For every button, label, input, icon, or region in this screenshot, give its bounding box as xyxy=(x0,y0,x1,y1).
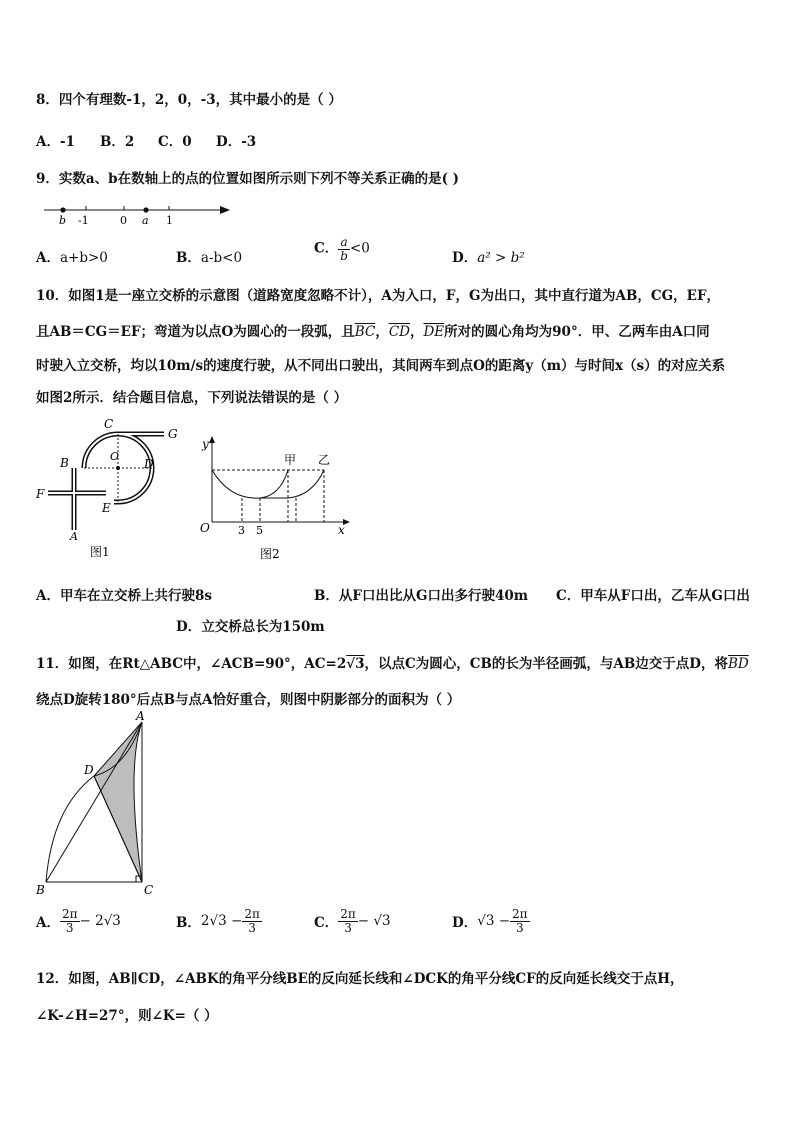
q10-line-1: 10．如图1是一座立交桥的示意图（道路宽度忽略不计），A为入口，F，G为出口，其中直行道为AB，CG，EF， xyxy=(36,288,721,304)
q10-line-3: 时驶入立交桥，均以10m/s的速度行驶，从不同出口驶出，其间两车到点O的距离y（m）与时间x（s）的对应关系 xyxy=(36,358,726,374)
label-1: 1 xyxy=(166,214,173,227)
q11-option-b: B．2√3 − $\frac{2\pi}{3}$ xyxy=(176,907,260,935)
q9-number-line xyxy=(40,196,240,228)
label-minus-1: -1 xyxy=(78,214,89,227)
label-o: O xyxy=(110,450,120,463)
label-origin: O xyxy=(200,521,210,535)
q10-option-a: A．甲车在立交桥上共行驶8s xyxy=(36,588,212,604)
q10-figure-1 xyxy=(34,414,194,564)
label-d: D xyxy=(84,763,94,777)
q8-option-c: C．0 xyxy=(158,134,192,150)
label-g: G xyxy=(168,427,178,441)
shaded-region xyxy=(94,722,142,882)
arc-bd xyxy=(46,776,94,882)
point-a xyxy=(143,207,148,212)
label-jia: 甲 xyxy=(284,453,297,467)
q9-option-c: C． $\frac{a}{b}$ <0 xyxy=(314,235,370,263)
q11-line-1: 11．如图，在Rt△ABC中，∠ACB=90°，AC=2√3，以点C为圆心，CB的长为半径画弧，与AB边交于点D，将$\overline{BD}$ xyxy=(36,656,749,672)
label-c: C xyxy=(144,883,154,897)
point-o xyxy=(116,466,120,470)
q10-option-c: C．甲车从F口出，乙车从G口出 xyxy=(556,588,750,604)
label-a: A xyxy=(136,709,145,723)
q9-option-d: D．a² > b² xyxy=(452,250,525,266)
q10-option-b: B．从F口出比从G口出多行驶40m xyxy=(314,588,529,604)
q11-option-d: D．√3 − $\frac{2\pi}{3}$ xyxy=(452,907,528,935)
q8-option-b: B．2 xyxy=(100,134,135,150)
q11-figure xyxy=(32,708,162,898)
q8-stem: 8．四个有理数-1，2，0，-3，其中最小的是（ ） xyxy=(36,92,342,108)
number-line-arrow xyxy=(220,206,230,214)
y-axis-arrow xyxy=(209,436,215,443)
label-b: B xyxy=(36,883,45,897)
label-3: 3 xyxy=(238,524,245,537)
label-y: y xyxy=(202,437,209,451)
label-e: E xyxy=(102,501,111,515)
q11-option-a: A． $\frac{2\pi}{3}$ − 2√3 xyxy=(36,907,121,935)
q8-option-a: A．-1 xyxy=(36,134,75,150)
time-guides xyxy=(242,470,324,522)
q9-option-b: B．a-b<0 xyxy=(176,250,243,266)
fig2-caption: 图2 xyxy=(260,547,280,561)
q10-figure-2 xyxy=(200,418,360,568)
q8-option-d: D．-3 xyxy=(216,134,257,150)
fig1-caption: 图1 xyxy=(90,545,110,559)
point-b xyxy=(60,207,65,212)
label-f: F xyxy=(36,487,45,501)
q12-line-2: ∠K-∠H=27°，则∠K=（ ） xyxy=(36,1008,218,1024)
curve-jia xyxy=(260,470,288,498)
q11-line-2: 绕点D旋转180°后点B与点A恰好重合，则图中阴影部分的面积为（ ） xyxy=(36,692,461,708)
label-b: b xyxy=(59,214,67,227)
label-c: C xyxy=(104,417,114,431)
q11-option-c: C． $\frac{2\pi}{3}$ − √3 xyxy=(314,907,391,935)
q10-option-d: D．立交桥总长为150m xyxy=(176,619,325,635)
label-b: B xyxy=(60,456,69,470)
label-yi: 乙 xyxy=(318,453,331,467)
label-a: A xyxy=(70,530,78,543)
label-5: 5 xyxy=(256,524,263,537)
q12-line-1: 12．如图，AB∥CD，∠ABK的角平分线BE的反向延长线和∠DCK的角平分线CF的反向延长线交于点H， xyxy=(36,971,684,987)
q10-line-4: 如图2所示．结合题目信息，下列说法错误的是（ ） xyxy=(36,390,348,406)
q9-stem: 9．实数a、b在数轴上的点的位置如图所示则下列不等关系正确的是( ) xyxy=(36,171,460,187)
label-d: D xyxy=(144,457,154,471)
q10-line-2: 且AB＝CG＝EF；弯道为以点O为圆心的一段弧，且$\overline{BC}$，$\overline{CD}$，$\overline{DE}$所对的圆心角均为90°．甲、乙两车由A口同 xyxy=(36,324,710,340)
curve-yi xyxy=(212,470,324,498)
label-a: a xyxy=(142,214,149,227)
label-0: 0 xyxy=(120,214,127,227)
q9-option-a: A．a+b>0 xyxy=(36,250,108,266)
label-x: x xyxy=(338,523,345,537)
